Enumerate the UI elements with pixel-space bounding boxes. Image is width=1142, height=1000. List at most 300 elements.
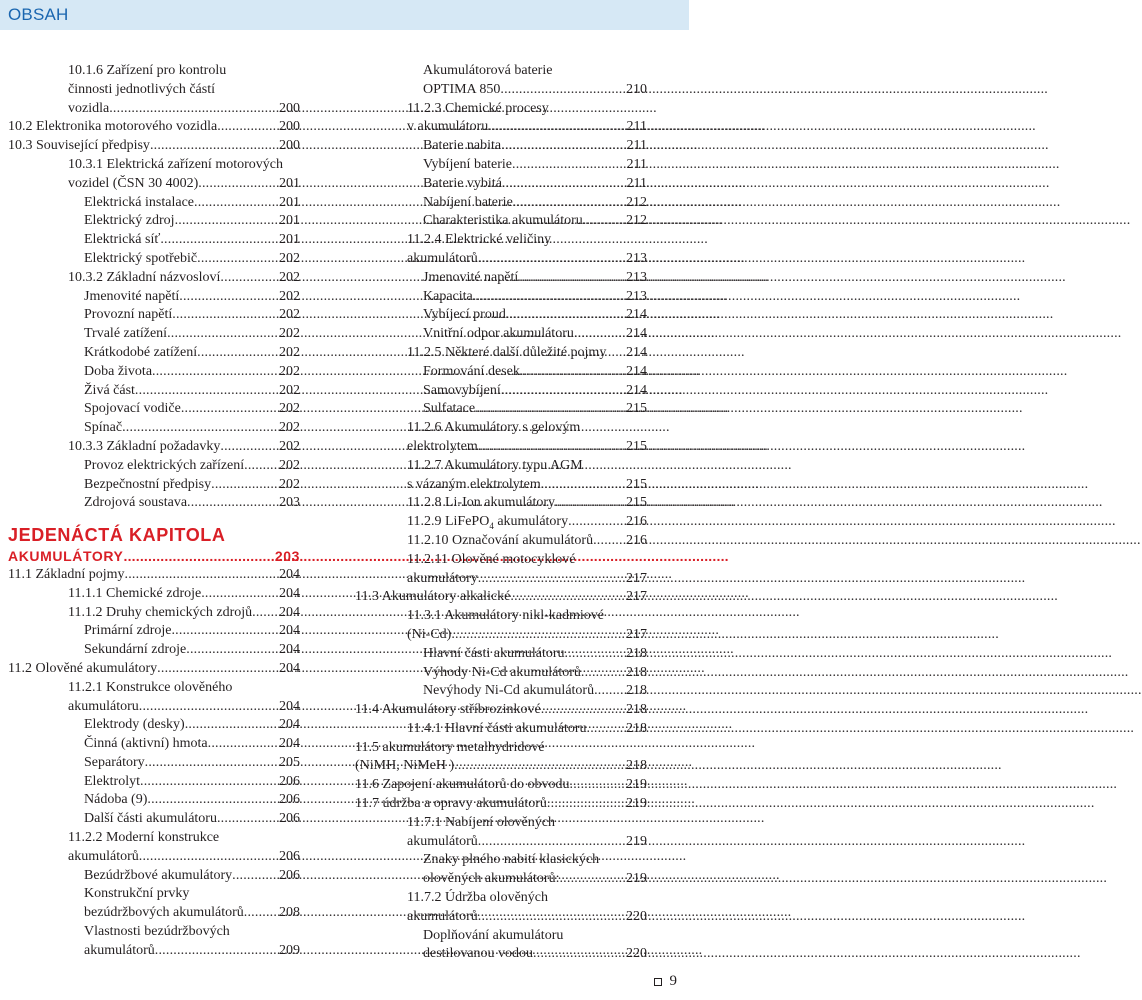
toc-entry-title: Formování desek (423, 363, 520, 379)
dot-leader (217, 810, 277, 829)
toc-entry-title: Zdrojová soustava (84, 495, 188, 511)
toc-entry-title: Jmenovité napětí (423, 269, 519, 285)
toc-entry[interactable] (8, 829, 300, 848)
toc-page-number: 211 (626, 119, 647, 135)
dot-leader (175, 212, 277, 231)
toc-entry[interactable] (355, 288, 647, 307)
toc-entry-title: Činná (aktivní) hmota (84, 736, 208, 752)
toc-entry-title: 11.2.9 LiFePO$_4$ akumulátory (407, 514, 569, 531)
toc-entry-title: Akumulátorová baterie (423, 63, 553, 78)
toc-entry-title: Doplňování akumulátoru (423, 927, 564, 943)
toc-entry-title: 11.2.10 Označování akumulátorů (407, 532, 594, 548)
toc-page-number: 218 (626, 645, 647, 661)
toc-entry[interactable] (355, 889, 647, 908)
toc-entry[interactable] (8, 400, 300, 419)
dot-leader (506, 306, 624, 325)
toc-entry-title: AKUMULÁTORY (8, 548, 124, 565)
toc-entry-title: 11.5 akumulátory metalhydridové (355, 739, 545, 755)
toc-entry-title: akumulátorů (407, 250, 478, 266)
toc-entry[interactable] (8, 679, 300, 698)
toc-entry[interactable] (8, 904, 300, 923)
dot-leader (211, 476, 277, 495)
page-title: OBSAH (8, 5, 69, 24)
toc-page-number: 211 (626, 175, 647, 191)
toc-entry[interactable] (355, 419, 647, 438)
toc-page-number: 201 (279, 232, 300, 248)
toc-entry[interactable] (355, 645, 647, 664)
toc-entry[interactable] (355, 626, 647, 645)
dot-leader (541, 476, 624, 495)
dot-leader (252, 604, 277, 623)
toc-entry[interactable] (355, 325, 647, 344)
toc-entry-title: 11.2.11 Olověné motocyklové (407, 551, 576, 567)
toc-entry[interactable] (355, 814, 647, 833)
toc-entry-title: 11.4.1 Hlavní části akumulátoru (407, 720, 587, 736)
toc-page-number: 219 (626, 796, 647, 812)
toc-entry[interactable] (8, 523, 300, 547)
toc-page-number: 202 (279, 344, 300, 360)
toc-entry[interactable] (355, 833, 647, 852)
toc-page-number: 218 (626, 664, 647, 680)
toc-entry[interactable] (355, 118, 647, 137)
toc-page-number: 214 (626, 307, 647, 323)
toc-entry-title: Provoz elektrických zařízení (84, 457, 245, 473)
dot-leader (244, 904, 277, 923)
dot-leader (160, 231, 277, 250)
toc-page-number: 218 (626, 702, 647, 718)
dot-leader (109, 100, 277, 119)
toc-page-number: 217 (626, 626, 647, 642)
dot-leader (533, 945, 624, 964)
toc-entry-title: 11.2.3 Chemické procesy (407, 100, 549, 116)
toc-page-number: 202 (279, 457, 300, 473)
toc-entry[interactable] (355, 607, 647, 626)
toc-entry[interactable] (8, 81, 300, 100)
toc-page-number: 218 (626, 683, 647, 699)
toc-entry-title: 10.3.1 Elektrická zařízení motorových (68, 156, 283, 172)
toc-entry[interactable] (355, 494, 647, 513)
toc-entry[interactable] (8, 288, 300, 307)
toc-entry[interactable] (8, 438, 300, 457)
dot-leader (244, 457, 277, 476)
toc-entry[interactable] (8, 231, 300, 250)
toc-entry[interactable] (8, 566, 300, 585)
dot-leader (555, 494, 624, 513)
dot-leader (478, 250, 624, 269)
toc-entry-title: Baterie vybitá (423, 175, 502, 191)
toc-entry[interactable] (355, 194, 647, 213)
toc-page-number: 211 (626, 138, 647, 154)
toc-entry-title: 11.2.6 Akumulátory s gelovým (407, 420, 581, 436)
dot-leader (139, 848, 277, 867)
page-footer (654, 973, 678, 990)
toc-entry-title: Nádoba (9) (84, 792, 148, 808)
dot-leader (501, 137, 624, 156)
dot-leader (475, 400, 624, 419)
dot-leader (145, 754, 277, 773)
dot-leader (179, 288, 277, 307)
toc-page-number: 213 (626, 288, 647, 304)
toc-page-number: 204 (279, 736, 300, 752)
toc-entry[interactable] (355, 570, 647, 589)
toc-page-number: 200 (279, 119, 300, 135)
toc-entry[interactable] (355, 476, 647, 495)
toc-entry[interactable] (355, 363, 647, 382)
toc-page-number: 206 (279, 867, 300, 883)
dot-leader (122, 419, 277, 438)
toc-entry-title: 11.3.1 Akumulátory nikl-kadmiové (407, 608, 605, 624)
toc-entry[interactable] (8, 476, 300, 495)
toc-page-number: 204 (279, 642, 300, 658)
dot-leader (593, 532, 624, 551)
page-number: 9 (669, 973, 677, 989)
toc-entry[interactable] (355, 269, 647, 288)
toc-entry-title: Spínač (84, 420, 123, 436)
toc-entry-title: v akumulátoru (407, 119, 489, 135)
toc-entry-title: Sulfatace (423, 401, 476, 417)
toc-page-number: 202 (279, 476, 300, 492)
toc-entry-title: Elektrický spotřebič (84, 250, 198, 266)
dot-leader (501, 382, 624, 401)
toc-entry[interactable] (355, 382, 647, 401)
dot-leader (172, 306, 277, 325)
toc-entry-title: činnosti jednotlivých částí (68, 81, 215, 97)
toc-entry-title: Provozní napětí (84, 307, 173, 323)
toc-page-number: 214 (626, 382, 647, 398)
dot-leader (473, 288, 624, 307)
toc-page-number: 205 (279, 754, 300, 770)
toc-left-column (8, 62, 300, 961)
toc-page-number: 214 (626, 326, 647, 342)
toc-entry-title: Jmenovité napětí (84, 288, 180, 304)
toc-page-number: 203 (279, 495, 300, 511)
toc-entry-title: bezúdržbových akumulátorů (84, 905, 244, 921)
toc-entry-title: Doba života (84, 363, 153, 379)
toc-entry-title: 11.7 údržba a opravy akumulátorů (355, 796, 547, 812)
toc-entry[interactable] (355, 250, 647, 269)
toc-entry[interactable] (8, 923, 300, 942)
toc-entry[interactable] (8, 175, 300, 194)
toc-entry[interactable] (355, 682, 647, 701)
toc-entry-title: Krátkodobé zatížení (84, 344, 198, 360)
toc-entry[interactable] (355, 457, 647, 476)
toc-entry-title: Baterie nabita (423, 138, 502, 154)
toc-entry-title: Vlastnosti bezúdržbových (84, 924, 230, 940)
toc-entry-title: Separátory (84, 754, 145, 770)
toc-entry[interactable] (355, 137, 647, 156)
dot-leader (220, 269, 277, 288)
toc-page-number: 212 (626, 194, 647, 210)
toc-entry-title: 10.2 Elektronika motorového vozidla (8, 119, 218, 135)
dot-leader (123, 547, 272, 566)
toc-entry-title: Výhody Ni-Cd akumulátorů (423, 664, 581, 680)
dot-leader (518, 269, 624, 288)
toc-page-number: 219 (626, 833, 647, 849)
toc-entry-title: Vybíjecí proud (423, 307, 506, 323)
toc-entry[interactable] (8, 344, 300, 363)
toc-page-number: 209 (279, 942, 300, 958)
toc-entry[interactable] (355, 795, 647, 814)
toc-entry[interactable] (355, 156, 647, 175)
toc-entry[interactable] (8, 62, 300, 81)
toc-page-number: 218 (626, 758, 647, 774)
toc-entry-title: 11.2 Olověné akumulátory (8, 660, 158, 676)
toc-page-number: 202 (279, 420, 300, 436)
toc-page-number: 202 (279, 438, 300, 454)
toc-page-number: 201 (279, 194, 300, 210)
toc-entry[interactable] (8, 791, 300, 810)
toc-entry-title: Další části akumulátoru (84, 811, 217, 827)
toc-entry-title: 11.2.5 Některé další důležité pojmy (407, 344, 607, 360)
toc-entry[interactable] (355, 513, 647, 532)
toc-entry-title: Sekundární zdroje (84, 642, 187, 658)
toc-entry[interactable] (8, 212, 300, 231)
toc-page-number: 202 (279, 288, 300, 304)
toc-entry-title: 11.7.2 Údržba olověných (407, 890, 548, 906)
toc-entry[interactable] (8, 457, 300, 476)
toc-entry[interactable] (355, 532, 647, 551)
toc-entry[interactable] (8, 363, 300, 382)
toc-page-number: 206 (279, 792, 300, 808)
toc-entry[interactable] (355, 100, 647, 119)
toc-entry-title: 11.7.1 Nabíjení olověných (407, 814, 556, 830)
toc-entry[interactable] (8, 754, 300, 773)
toc-page-number: 202 (279, 269, 300, 285)
toc-entry[interactable] (355, 212, 647, 231)
toc-entry-title: akumulátorů (84, 942, 155, 958)
toc-entry[interactable] (8, 100, 300, 119)
dot-leader (559, 870, 624, 889)
dot-leader (565, 645, 624, 664)
dot-leader (150, 137, 277, 156)
square-bullet-icon (654, 978, 662, 986)
toc-entry-title: Spojovací vodiče (84, 401, 181, 417)
toc-entry[interactable] (8, 419, 300, 438)
toc-entry-title: JEDENÁCTÁ KAPITOLA (8, 525, 226, 546)
toc-entry-title: Charakteristika akumulátoru (423, 213, 583, 229)
toc-entry[interactable] (8, 660, 300, 679)
toc-page-number: 215 (626, 438, 647, 454)
toc-entry[interactable] (355, 231, 647, 250)
dot-leader (570, 776, 625, 795)
toc-entry-title: 11.2.7 Akumulátory typu AGM (407, 457, 583, 473)
toc-page-number: 202 (279, 326, 300, 342)
toc-entry[interactable] (8, 547, 300, 566)
toc-page-number: 206 (279, 773, 300, 789)
toc-entry-title: 11.1.2 Druhy chemických zdrojů (68, 604, 253, 620)
dot-leader (181, 400, 277, 419)
dot-leader (478, 570, 624, 589)
toc-page-number: 204 (279, 566, 300, 582)
toc-entry-title: 11.6 Zapojení akumulátorů do obvodu (355, 777, 570, 793)
dot-leader (152, 363, 277, 382)
toc-entry[interactable] (355, 400, 647, 419)
dot-leader (217, 118, 277, 137)
toc-entry-title: vozidel (ČSN 30 4002) (68, 175, 199, 191)
toc-page-number: 217 (626, 589, 647, 605)
toc-page-number: 219 (626, 871, 647, 887)
toc-entry[interactable] (8, 848, 300, 867)
toc-page-number: 216 (626, 514, 647, 530)
toc-page-number: 220 (626, 946, 647, 962)
toc-page-number: 214 (626, 344, 647, 360)
toc-entry[interactable] (355, 945, 647, 964)
toc-entry[interactable] (8, 250, 300, 269)
toc-entry-title: 11.1 Základní pojmy (8, 566, 125, 582)
toc-entry[interactable] (8, 156, 300, 175)
dot-leader (500, 81, 624, 100)
dot-leader (451, 626, 624, 645)
toc-page-number: 206 (279, 811, 300, 827)
dot-leader (135, 382, 277, 401)
toc-entry-title: 11.2.1 Konstrukce olověného (68, 679, 233, 695)
toc-entry-title: Primární zdroje (84, 623, 172, 639)
toc-entry[interactable] (8, 137, 300, 156)
toc-page-number: 202 (279, 363, 300, 379)
toc-entry[interactable] (8, 306, 300, 325)
toc-entry-title: 11.4 Akumulátory stříbrozinkové (355, 702, 541, 718)
toc-entry-title: 10.3.3 Základní požadavky (68, 438, 221, 454)
dot-leader (478, 438, 624, 457)
dot-leader (201, 585, 277, 604)
toc-entry-title: 11.2.8 Li-Ion akumulátory (407, 495, 556, 511)
toc-page-number: 216 (626, 532, 647, 548)
toc-entry-title: Vybíjení baterie (423, 156, 513, 172)
toc-page-number: 211 (626, 156, 647, 172)
toc-page-number: 200 (279, 138, 300, 154)
toc-entry[interactable] (8, 735, 300, 754)
dot-leader (185, 716, 277, 735)
toc-entry-title: vozidla (68, 100, 110, 116)
toc-entry[interactable] (8, 942, 300, 961)
toc-entry-title: Trvalé zatížení (84, 326, 168, 342)
toc-entry[interactable] (8, 194, 300, 213)
toc-entry[interactable] (355, 701, 647, 720)
toc-entry[interactable] (8, 810, 300, 829)
toc-entry-title: OPTIMA 850 (423, 81, 501, 97)
dot-leader (220, 438, 277, 457)
toc-entry[interactable] (8, 269, 300, 288)
toc-entry-title: 11.3 Akumulátory alkalické (355, 589, 511, 605)
toc-page-number: 212 (626, 213, 647, 229)
toc-entry[interactable] (8, 494, 300, 513)
toc-entry-title: Bezúdržbové akumulátory (84, 867, 233, 883)
toc-entry[interactable] (8, 604, 300, 623)
header-bar (0, 0, 689, 30)
toc-entry[interactable] (8, 716, 300, 735)
toc-entry[interactable] (8, 118, 300, 137)
toc-entry[interactable] (8, 641, 300, 660)
toc-entry-title: Bezpečnostní předpisy (84, 476, 212, 492)
toc-page-number: 213 (626, 269, 647, 285)
dot-leader (198, 175, 277, 194)
toc-page-number: 215 (626, 401, 647, 417)
dot-leader (125, 566, 277, 585)
toc-entry[interactable] (355, 306, 647, 325)
toc-entry[interactable] (355, 739, 647, 758)
toc-entry-title: Elektrická síť (84, 232, 161, 248)
toc-entry[interactable] (355, 664, 647, 683)
toc-entry-title: 10.3.2 Základní názvosloví (68, 269, 221, 285)
toc-entry[interactable] (355, 588, 647, 607)
toc-page-number: 204 (279, 698, 300, 714)
toc-page-number: 213 (626, 250, 647, 266)
dot-leader (478, 833, 624, 852)
toc-entry[interactable] (355, 62, 647, 81)
toc-page-number: 203 (274, 548, 300, 565)
toc-entry[interactable] (355, 757, 647, 776)
toc-entry-title: Znaky plného nabití klasických (423, 852, 600, 868)
dot-leader (147, 791, 277, 810)
toc-page-number: 201 (279, 175, 300, 191)
toc-entry[interactable] (8, 325, 300, 344)
toc-entry-title: 11.2.2 Moderní konstrukce (68, 830, 220, 846)
toc-page-number: 204 (279, 585, 300, 601)
toc-entry[interactable] (355, 927, 647, 946)
toc-entry[interactable] (8, 885, 300, 904)
dot-leader (208, 735, 277, 754)
toc-entry[interactable] (8, 773, 300, 792)
toc-page-number: 204 (279, 717, 300, 733)
toc-entry-title: akumulátory (407, 570, 478, 586)
toc-entry-title: Elektrický zdroj (84, 213, 175, 229)
toc-entry-title: akumulátoru (68, 698, 139, 714)
toc-entry-title: Konstrukční prvky (84, 886, 190, 902)
toc-entry[interactable] (8, 698, 300, 717)
dot-leader (547, 795, 624, 814)
toc-entry[interactable] (355, 175, 647, 194)
toc-entry[interactable] (8, 585, 300, 604)
toc-entry[interactable] (355, 776, 647, 795)
toc-entry-title: 11.1.1 Chemické zdroje (68, 585, 202, 601)
toc-entry-title: Nabíjení baterie (423, 194, 513, 210)
dot-leader (454, 757, 624, 776)
toc-entry-title: Živá část (84, 382, 135, 398)
toc-entry[interactable] (355, 851, 647, 870)
toc-entry[interactable] (355, 438, 647, 457)
toc-page-number: 210 (626, 81, 647, 97)
toc-entry[interactable] (355, 908, 647, 927)
toc-entry-title: (NiMH, NiMeH ) (355, 758, 455, 774)
toc-entry-title: Elektrická instalace (84, 194, 194, 210)
toc-entry[interactable] (355, 81, 647, 100)
toc-entry-title: Vnitřní odpor akumulátoru (423, 326, 574, 342)
toc-entry[interactable] (355, 344, 647, 363)
toc-entry-title: (Ni-Cd) (407, 626, 452, 642)
toc-page-number: 201 (279, 213, 300, 229)
dot-leader (140, 773, 277, 792)
dot-leader (520, 363, 624, 382)
toc-entry[interactable] (355, 551, 647, 570)
toc-page-number: 204 (279, 660, 300, 676)
toc-page-number: 208 (279, 905, 300, 921)
toc-entry[interactable] (355, 720, 647, 739)
toc-entry[interactable] (355, 870, 647, 889)
toc-page-number: 215 (626, 495, 647, 511)
toc-page-number: 217 (626, 570, 647, 586)
dot-leader (574, 325, 624, 344)
toc-entry[interactable] (8, 382, 300, 401)
toc-entry-title: 10.3 Související předpisy (8, 138, 150, 154)
toc-entry[interactable] (8, 867, 300, 886)
dot-leader (513, 194, 624, 213)
toc-page-number: 206 (279, 848, 300, 864)
toc-entry-title: Kapacita (423, 288, 473, 304)
toc-entry-title: Elektrody (desky) (84, 717, 185, 733)
dot-leader (502, 175, 625, 194)
toc-entry[interactable] (8, 622, 300, 641)
toc-page-number: 220 (626, 908, 647, 924)
